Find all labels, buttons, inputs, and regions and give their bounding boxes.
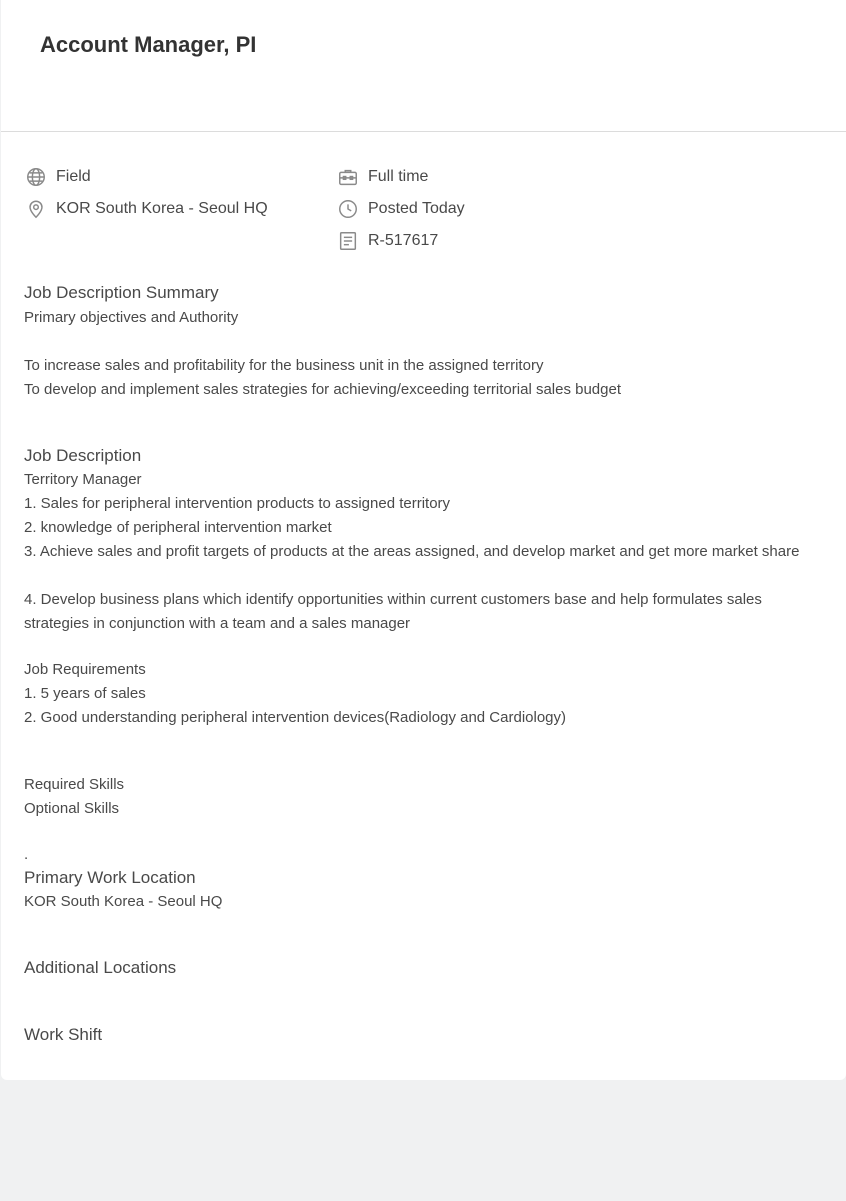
meta-requisition-id-label: R-517617 (368, 232, 439, 249)
requirements-item: 1. 5 years of sales (24, 685, 146, 702)
meta-location (24, 197, 268, 221)
meta-category (24, 165, 91, 189)
optional-skills-label: Optional Skills (24, 800, 120, 817)
meta-requisition-id (336, 229, 438, 253)
globe-icon (24, 165, 48, 189)
page-title: Account Manager, PI (40, 32, 257, 57)
briefcase-icon (336, 165, 360, 189)
meta-posted-label: Posted Today (368, 200, 465, 217)
job-details-card (1, 0, 846, 1080)
description-item: 3. Achieve sales and profit targets of products at the areas assigned, and develop market and get more market share (24, 543, 800, 560)
job-header (1, 0, 846, 132)
meta-location-label: KOR South Korea - Seoul HQ (56, 200, 268, 217)
primary-location-heading: Primary Work Location (24, 868, 196, 887)
description-item: 1. Sales for peripheral intervention products to assigned territory (24, 495, 451, 512)
description-item: 4. Develop business plans which identify opportunities within current customers base and help formulates sales strategies in conjunction with a team and a sales manager (24, 591, 762, 632)
requirements-heading: Job Requirements (24, 661, 146, 678)
meta-employment-type-label: Full time (368, 168, 429, 185)
primary-location-value: KOR South Korea - Seoul HQ (24, 893, 223, 910)
required-skills-label: Required Skills (24, 776, 125, 793)
additional-locations-heading: Additional Locations (24, 958, 177, 977)
clock-icon (336, 197, 360, 221)
document-icon (336, 229, 360, 253)
meta-employment-type (336, 165, 428, 189)
summary-line: To increase sales and profitability for the business unit in the assigned territory (24, 357, 544, 374)
skills-separator: . (24, 846, 29, 863)
summary-subheading: Primary objectives and Authority (24, 309, 239, 326)
summary-heading: Job Description Summary (24, 283, 219, 302)
meta-category-label: Field (56, 168, 91, 185)
description-item: 2. knowledge of peripheral intervention market (24, 519, 332, 536)
meta-posted (336, 197, 465, 221)
location-pin-icon (24, 197, 48, 221)
description-role: Territory Manager (24, 471, 142, 488)
description-heading: Job Description (24, 446, 142, 465)
summary-line: To develop and implement sales strategies for achieving/exceeding territorial sales budget (24, 381, 622, 398)
work-shift-heading: Work Shift (24, 1025, 103, 1044)
requirements-item: 2. Good understanding peripheral intervention devices(Radiology and Cardiology) (24, 709, 566, 726)
